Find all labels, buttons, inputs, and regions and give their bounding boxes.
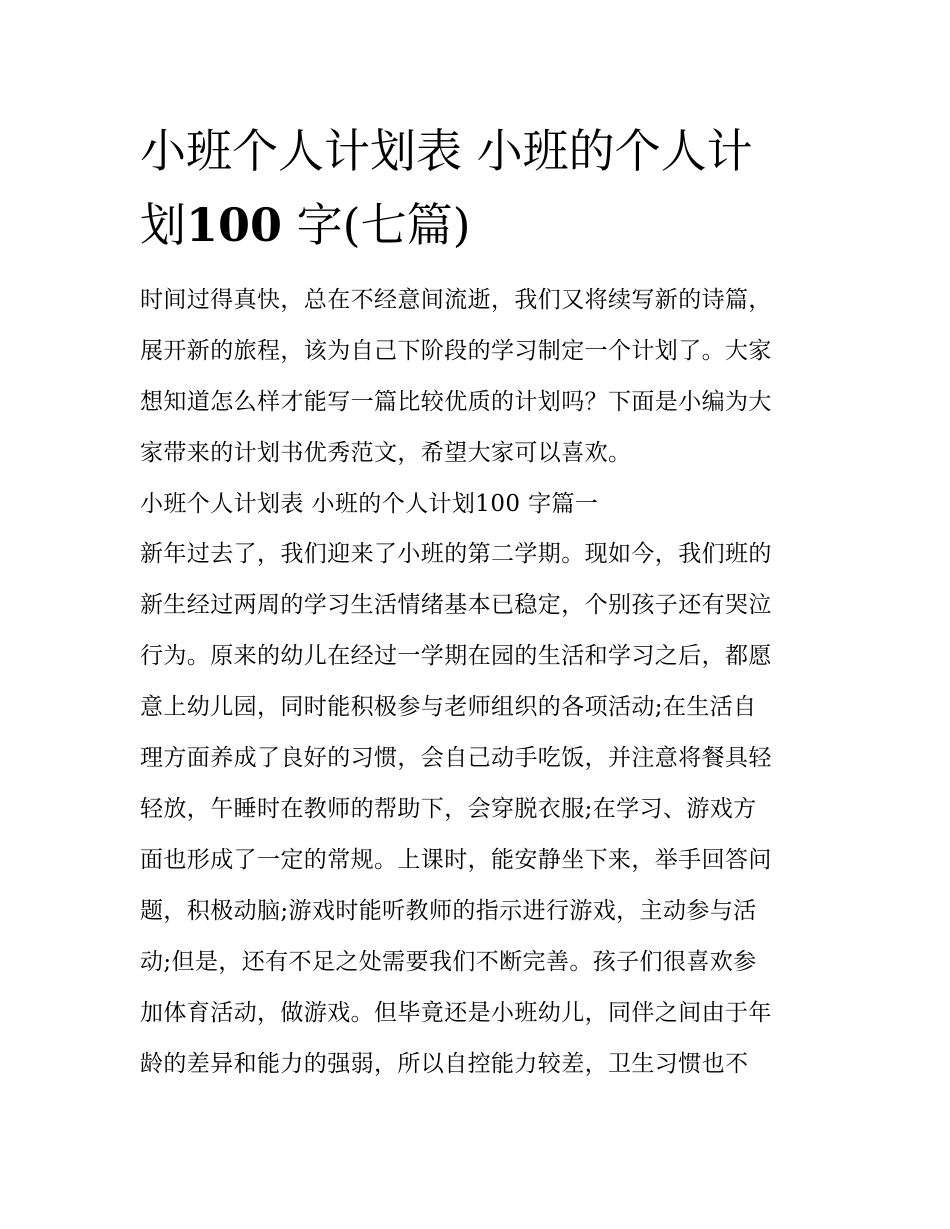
body-paragraph: [140, 529, 820, 1090]
body-line: 行为。原来的幼儿在经过一学期在园的生活和学习之后，都愿: [140, 643, 772, 669]
title-number: 100: [186, 198, 283, 252]
body-line: 意上幼儿园，同时能积极参与老师组织的各项活动;在生活自: [140, 694, 757, 720]
body-line: 加体育活动，做游戏。但毕竟还是小班幼儿，同伴之间由于年: [140, 1000, 772, 1026]
section-heading-text: 小班个人计划表 小班的个人计划100 字篇一: [140, 491, 599, 517]
intro-paragraph: [140, 275, 820, 479]
body-line: 轻放，午睡时在教师的帮助下，会穿脱衣服;在学习、游戏方: [140, 796, 757, 822]
title-line-2: 划100 字(七篇): [140, 198, 471, 252]
intro-line: 想知道怎么样才能写一篇比较优质的计划吗？下面是小编为大: [140, 389, 772, 415]
document-title: [140, 114, 820, 262]
body-line: 龄的差异和能力的强弱，所以自控能力较差，卫生习惯也不: [140, 1051, 749, 1077]
body-line: 面也形成了一定的常规。上课时，能安静坐下来，举手回答问: [140, 847, 772, 873]
intro-line: 时间过得真快，总在不经意间流逝，我们又将续写新的诗篇，: [140, 287, 772, 313]
body-line: 理方面养成了良好的习惯，会自己动手吃饭，并注意将餐具轻: [140, 745, 772, 771]
body-line: 新生经过两周的学习生活情绪基本已稳定，个别孩子还有哭泣: [140, 592, 772, 618]
body-line: 新年过去了，我们迎来了小班的第二学期。现如今，我们班的: [140, 541, 772, 567]
body-line: 动;但是，还有不足之处需要我们不断完善。孩子们很喜欢参: [140, 949, 757, 975]
body-line: 题，积极动脑;游戏时能听教师的指示进行游戏，主动参与活: [140, 898, 757, 924]
intro-line: 展开新的旅程，该为自己下阶段的学习制定一个计划了。大家: [140, 338, 772, 364]
intro-line: 家带来的计划书优秀范文，希望大家可以喜欢。: [140, 440, 632, 466]
section-heading: [140, 479, 820, 530]
title-line-1: 小班个人计划表 小班的个人计: [140, 124, 753, 178]
